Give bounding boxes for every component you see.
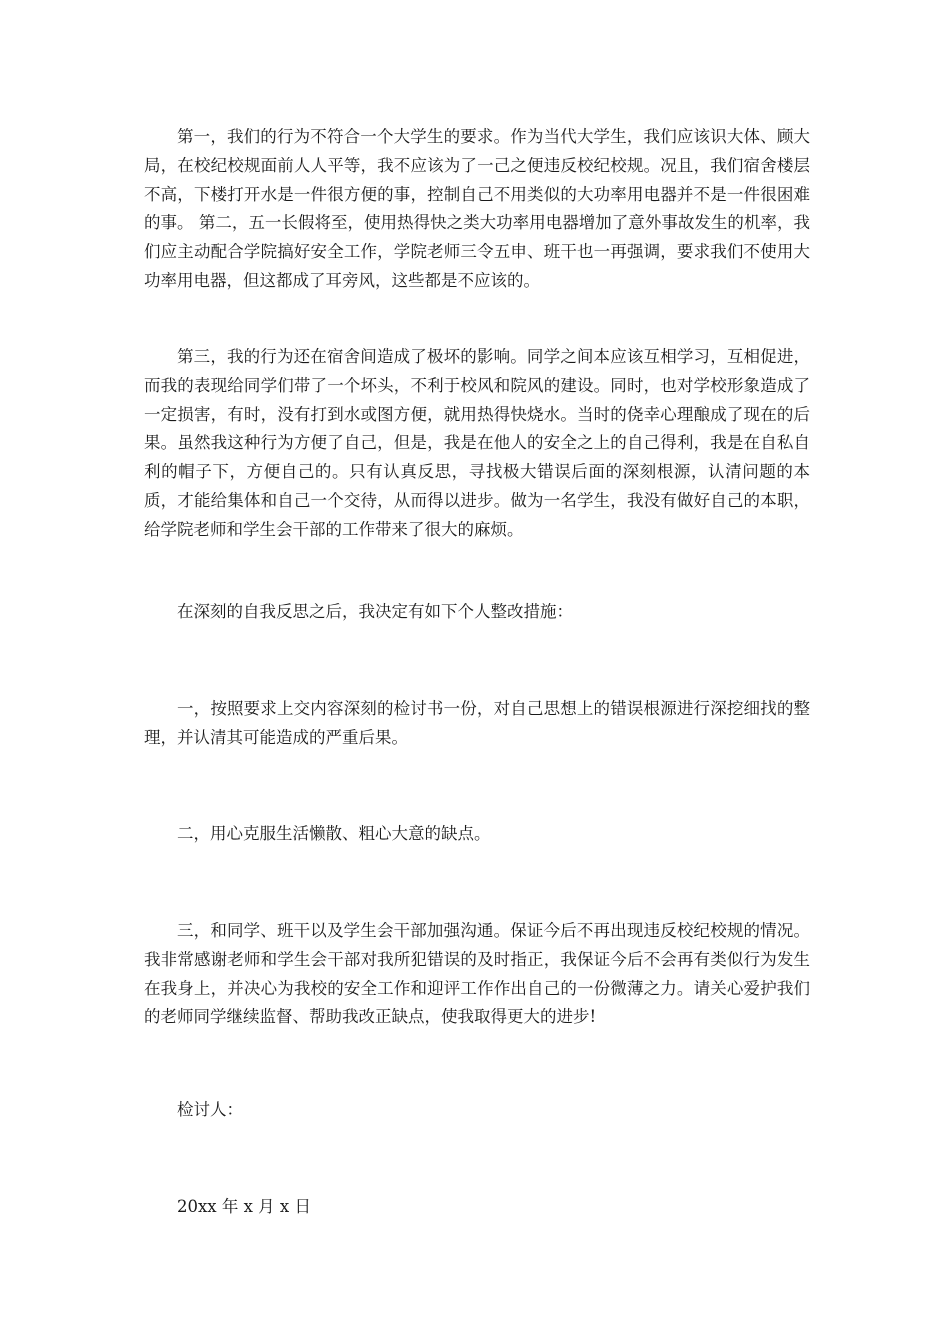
paragraph-measure-three: 三，和同学、班干以及学生会干部加强沟通。保证今后不再出现违反校纪校规的情况。 我非常感谢老师和学生会干部对我所犯错误的及时指正，我保证今后不会再有类似行为发生在我身上，并决心为我校的安全工作和迎评工作作出自己的一份微薄之力。请关心爱护我们的老师同学继续监督、帮助我改正缺点，使我取得更大的进步! <box>144 921 810 1027</box>
paragraph-measure-one: 一，按照要求上交内容深刻的检讨书一份，对自己思想上的错误根源进行深挖细找的整理，并认清其可能造成的严重后果。 <box>144 699 810 747</box>
paragraph-measures-intro: 在深刻的自我反思之后，我决定有如下个人整改措施： <box>177 602 573 621</box>
paragraph-third-point: 第三，我的行为还在宿舍间造成了极坏的影响。同学之间本应该互相学习，互相促进，而我的表现给同学们带了一个坏头，不利于校风和院风的建设。同时，也对学校形象造成了一定损害，有时，没有打到水或图方便，就用热得快烧水。当时的侥幸心理酿成了现在的后果。虽然我这种行为方便了自己，但是，我是在他人的安全之上的自己得利，我是在自私自利的帽子下，方便自己的。只有认真反思，寻找极大错误后面的深刻根源，认清问题的本质，才能给集体和自己一个交待，从而得以进步。做为一名学生，我没有做好自己的本职，给学院老师和学生会干部的工作带来了很大的麻烦。 <box>144 347 810 539</box>
paragraph-measure-two: 二，用心克服生活懒散、粗心大意的缺点。 <box>177 824 491 843</box>
signature-label: 检讨人： <box>177 1100 243 1119</box>
date-line: 20xx 年 x 月 x 日 <box>177 1197 311 1216</box>
paragraph-first-point: 第一，我们的行为不符合一个大学生的要求。作为当代大学生，我们应该识大体、顾大局，在校纪校规面前人人平等，我不应该为了一己之便违反校纪校规。况且，我们宿舍楼层不高，下楼打开水是一件很方便的事，控制自己不用类似的大功率用电器并不是一件很困难的事。 第二，五一长假将至，使用热得快之类大功率用电器增加了意外事故发生的机率，我们应主动配合学院搞好安全工作，学院老师三令五申、班干也一再强调，要求我们不使用大功率用电器，但这都成了耳旁风，这些都是不应该的。 <box>144 127 810 290</box>
